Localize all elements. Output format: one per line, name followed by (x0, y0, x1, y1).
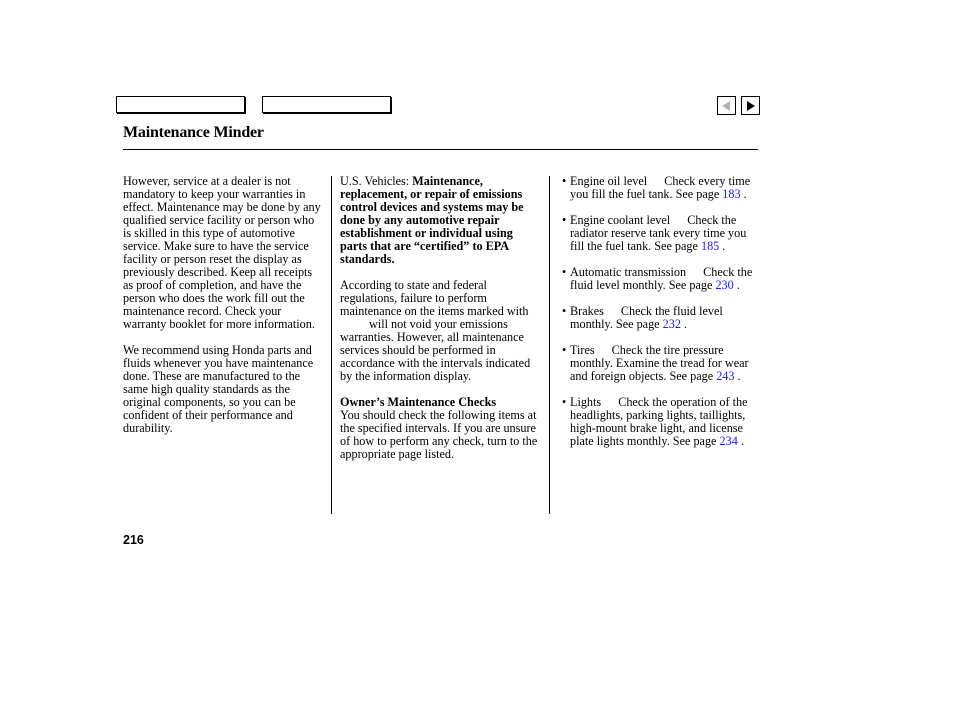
us-vehicles-label: U.S. Vehicles: (340, 174, 410, 188)
triangle-left-icon (722, 101, 731, 111)
check-text: Check the fluid level monthly. See page (570, 304, 723, 331)
check-label: Automatic transmission (570, 265, 687, 279)
nav-button-main-menu[interactable] (116, 96, 245, 113)
check-item-automatic-transmission: • Automatic transmission Check the fluid level monthly. See page 230 . (562, 265, 753, 292)
check-text: Check every time you fill the fuel tank. See page (570, 174, 751, 201)
bullet-icon: • (562, 395, 567, 409)
bullet-icon: • (562, 265, 567, 279)
next-page-button[interactable] (741, 96, 760, 115)
page-number: 216 (123, 533, 144, 547)
page-link[interactable]: 230 (715, 278, 734, 292)
check-item-engine-coolant: • Engine coolant level Check the radiator reserve tank every time you fill the fuel tank. See page 185 . (562, 213, 747, 253)
emissions-statement: Maintenance, replacement, or repair of emissions control devices and systems may be done by any automotive repair establishment or individual using parts that are “certified” to EPA standards. (340, 174, 524, 266)
paragraph-honda-parts: We recommend using Honda parts and fluids whenever you have maintenance done. These are manufactured to the same high quality standards as the original components, so you can be confident of their performance and durability. (123, 343, 314, 435)
bullet-icon: • (562, 343, 567, 357)
column-divider-2 (549, 176, 550, 514)
check-item-lights: • Lights Check the operation of the headlights, parking lights, taillights, high-mount brake light, and license plate lights monthly. See page 234 . (562, 395, 748, 448)
bullet-icon: • (562, 213, 567, 227)
bullet-icon: • (562, 174, 567, 188)
paragraph-regulations (340, 279, 540, 383)
paragraph-checks: You should check the following items at the specified intervals. If you are unsure of how to perform any check, turn to the appropriate page listed. (340, 408, 538, 461)
column-divider-1 (331, 176, 332, 514)
check-item-brakes: • Brakes Check the fluid level monthly. See page 232 . (562, 304, 723, 331)
page-link[interactable]: 234 (719, 434, 738, 448)
check-label: Tires (570, 343, 595, 357)
paragraph-us-vehicles (340, 175, 540, 266)
check-label: Brakes (570, 304, 604, 318)
checks-heading: Owner’s Maintenance Checks (340, 395, 497, 409)
page-link[interactable]: 243 (716, 369, 735, 383)
check-label: Engine oil level (570, 174, 648, 188)
paragraph-dealer-service: However, service at a dealer is not mandatory to keep your warranties in effect. Maintenance may be done by any qualified service facility or person who is skilled in this type of automotive service. Make sure to have the service facility or person reset the display as previously described. Keep all receipts as proof of completion, and have the person who does the work fill out the maintenance record. Check your warranty booklet for more information. (123, 174, 321, 331)
check-text: Check the radiator reserve tank every time you fill the fuel tank. See page (570, 213, 747, 253)
check-label: Lights (570, 395, 602, 409)
column-1 (123, 175, 323, 435)
bullet-icon: • (562, 304, 567, 318)
prev-page-button[interactable] (717, 96, 736, 115)
column-3 (562, 175, 762, 448)
check-text: Check the fluid level monthly. See page (570, 265, 753, 292)
check-text: Check the tire pressure monthly. Examine the tread for wear and foreign objects. See page (570, 343, 749, 383)
regulations-text-b: will not void your emissions warranties. However, all maintenance services should be performed in accordance with the intervals indicated by the information display. (340, 317, 531, 383)
check-item-engine-oil: • Engine oil level Check every time you fill the fuel tank. See page 183 . (562, 174, 751, 201)
regulations-text-a: According to state and federal regulations, failure to perform maintenance on the items marked with (340, 278, 529, 318)
page-title: Maintenance Minder (123, 124, 264, 141)
triangle-right-icon (746, 101, 755, 111)
page-link[interactable]: 232 (662, 317, 681, 331)
check-label: Engine coolant level (570, 213, 671, 227)
nav-button-index[interactable] (262, 96, 391, 113)
title-rule (123, 149, 758, 150)
check-item-tires: • Tires Check the tire pressure monthly. Examine the tread for wear and foreign objects. See page 243 . (562, 343, 749, 383)
page-link[interactable]: 185 (700, 239, 720, 253)
page-link[interactable]: 183 (722, 187, 741, 201)
check-text: Check the operation of the headlights, parking lights, taillights, high-mount brake light, and license plate lights monthly. See page (570, 395, 748, 448)
column-2 (340, 175, 540, 461)
